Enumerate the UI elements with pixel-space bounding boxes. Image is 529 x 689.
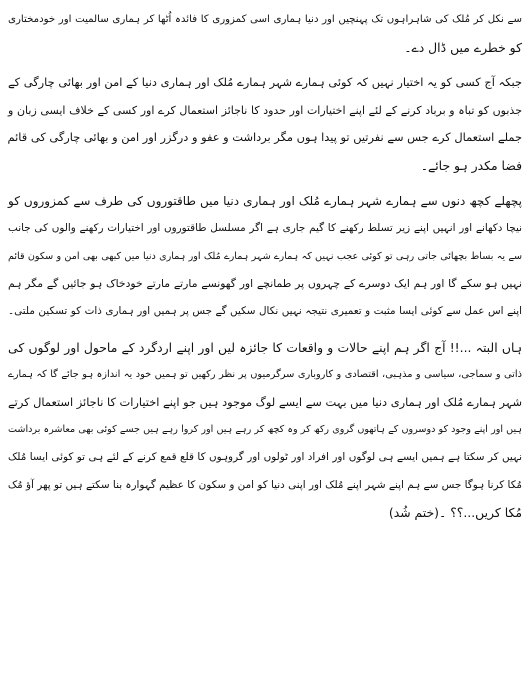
text-line: مُکا کریں...؟؟ ۔(ختم شُد)	[388, 505, 522, 521]
text-line: فضا مکدر ہو جائے۔	[420, 157, 522, 173]
text-line: جبکہ آج کسی کو یہ اختیار نہیں کہ کوئی ہمارے شہر ہمارے مُلک اور ہماری دنیا کے امن اور بھائی چارگی کے	[8, 75, 522, 90]
paragraph-4	[8, 334, 522, 527]
text-line: سے نکل کر مُلک کی شاہراہوں تک پہنچیں اور دنیا ہماری اسی کمزوری کا فائدہ اُٹھا کر ہماری سالمیت اور خودمختاری	[8, 14, 522, 25]
text-line: سے یہ بساط بچھائی جاتی رہی تو کوئی عجب نہیں کہ ہمارے شہر ہمارے مُلک اور ہماری دنیا میں کبھی بھی امن و سکون قائم	[8, 250, 522, 262]
text-line: ہاں البتہ ...!! آج اگر ہم اپنے حالات و واقعات کا جائزہ لیں اور اپنے اردگرد کے ماحول اور لوگوں کی	[8, 339, 522, 355]
text-line: نہیں ہو سکے گا اور ہم ایک دوسرے کے چہروں پر طمانچے اور گھونسے مارتے مارتے خودخاک ہو جائیں گے مگر ہم	[8, 277, 522, 291]
text-line: جذبوں کو تباہ و برباد کرنے کے لئے اپنے اختیارات اور حدود کا ناجائز استعمال کرے اور کسی کے خلاف ایسی زبان و	[8, 103, 522, 117]
text-line: ذاتی و سماجی، سیاسی و مذہبی، اقتصادی و کاروباری سرگرمیوں پر نظر رکھیں تو ہمیں خود یہ اندازہ ہو جائے گا کہ ہمارے	[8, 369, 522, 381]
text-line: نہیں کر سکتا ہے ہمیں ایسے ہی لوگوں اور افراد اور ٹولوں اور گروہوں کا قلع قمع کرنے کے لئے ہی تو کوئی ایسا مُلک	[8, 450, 522, 463]
paragraph-3	[8, 188, 522, 326]
text-line: جملے استعمال کرے جس سے نفرتیں تو پیدا ہوں مگر برداشت و عفو و درگزر اور امن و بھائی چارگی کی قائم	[7, 130, 522, 145]
text-line: شہر ہمارے مُلک اور ہماری دنیا میں بہت سے ایسے لوگ موجود ہیں جو اپنے اختیارات کا ناجائز استعمال کرتے	[7, 394, 522, 409]
text-line: نیچا دکھانے اور انہیں اپنے زیر تسلط رکھنے کا گیم جاری ہے اگر مسلسل طاقتوروں اور اختیارات رکھنے والوں کی جانب	[8, 222, 522, 235]
text-line: اپنے اس عمل سے کوئی ایسا مثبت و تعمیری نتیجہ نہیں نکال سکیں گے جس پر ہمیں اور ہماری ذات کو تسکین ملتی۔	[8, 304, 522, 317]
article-page	[8, 6, 522, 535]
paragraph-1	[8, 6, 522, 61]
text-line: مُکا کرنا ہوگا جس سے ہم اپنے شہر اپنے مُلک اور اپنی دنیا کو امن و سکون کا عظیم گہوارہ بنا سکتے ہیں تو پھر آؤ مُک	[7, 478, 522, 491]
text-line: کو خطرے میں ڈال دے۔	[404, 39, 522, 55]
text-line: پچھلے کچھ دنوں سے ہمارے شہر ہمارے مُلک اور ہماری دنیا میں طاقتوروں کی طرف سے کمزوروں کو	[8, 193, 522, 208]
paragraph-2	[8, 69, 522, 179]
text-line: ہیں اور اپنے وجود کو دوسروں کے ہاتھوں گروی رکھ کر وہ کچھ کر رہے ہیں اور کروا رہے ہیں جسے کوئی بھی معاشرہ برداشت	[8, 424, 522, 436]
